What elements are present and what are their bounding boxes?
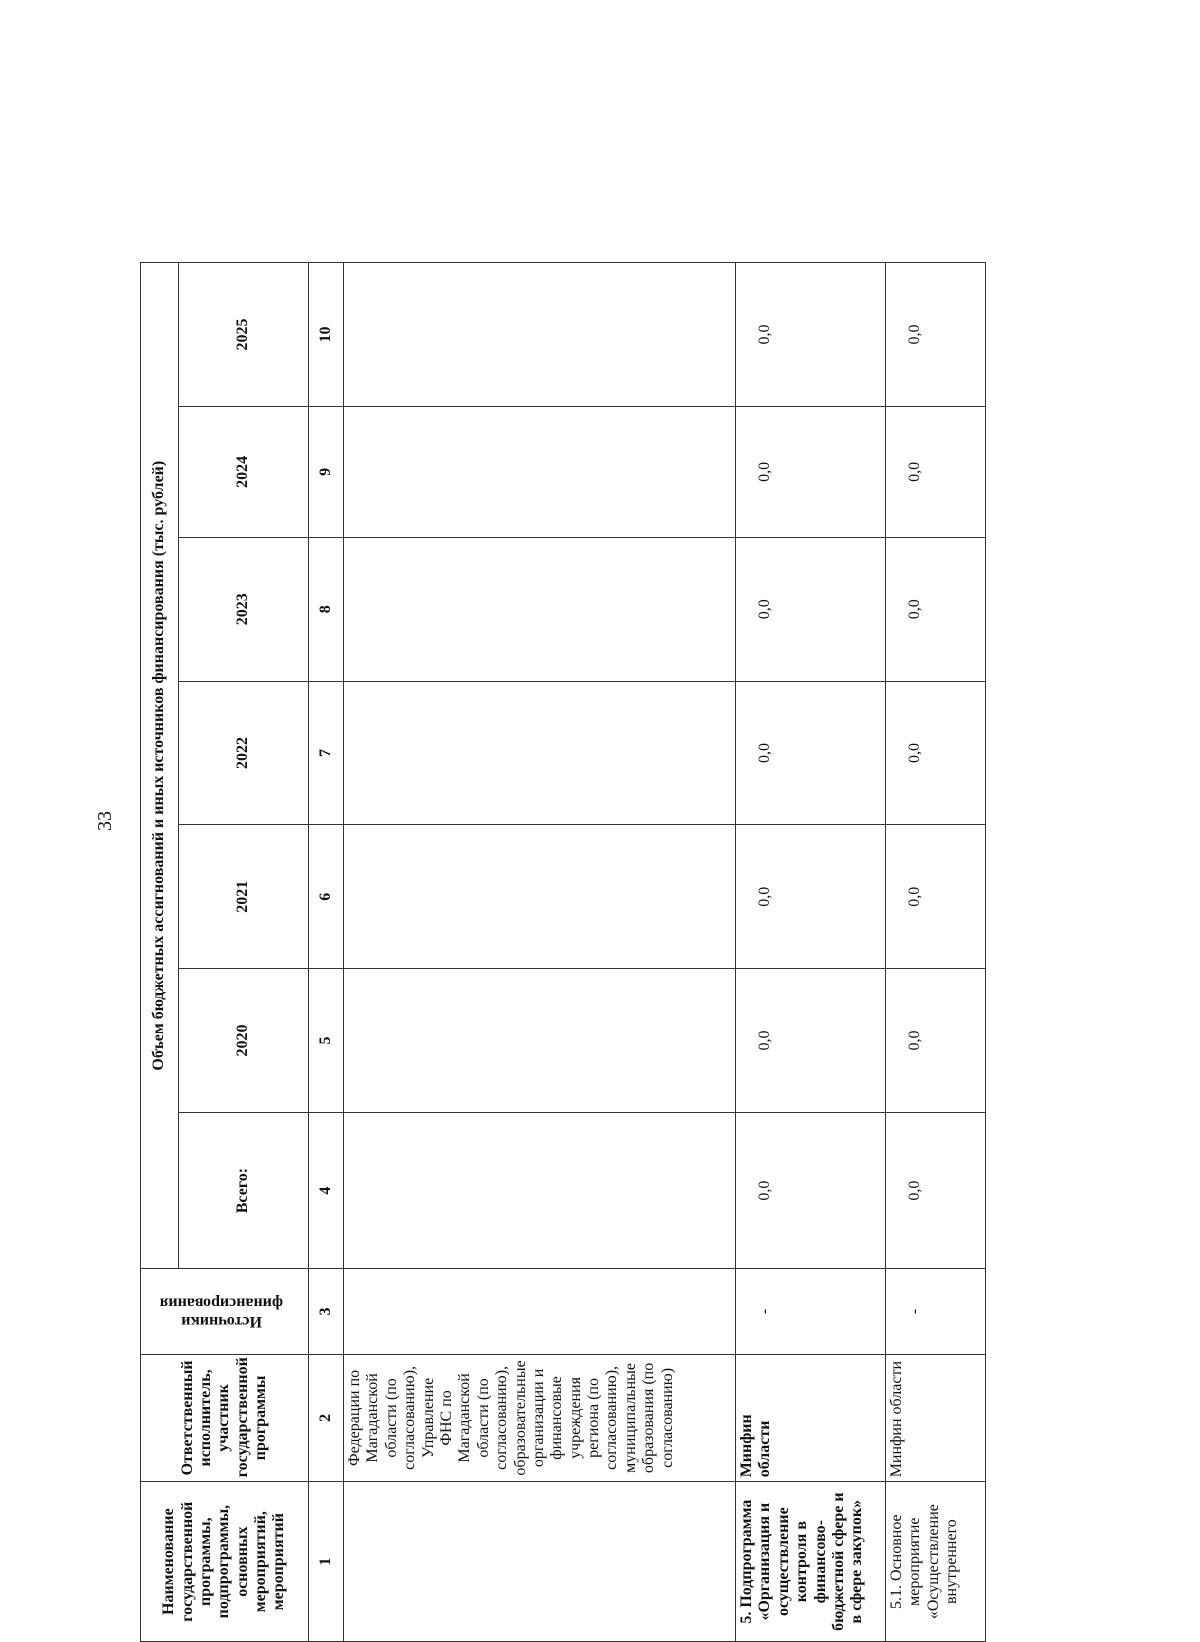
header-year-2021: 2021 — [179, 825, 309, 969]
header-source — [141, 1269, 309, 1354]
row-executor: Минфин области — [736, 1354, 886, 1482]
row-executor: Федерации по Магаданской области (по согласованию), Управление ФНС по Магаданской области (по согласованию), образовательные организации и финансовые учреждения региона (по согласованию), муниципальные образования (по согласованию) — [344, 1354, 736, 1482]
row-source — [344, 1269, 736, 1354]
row-value: 0,0 — [736, 263, 886, 407]
header-year-total: Всего: — [179, 1112, 309, 1269]
row-value — [344, 537, 736, 681]
header-name: Наименование государственной программы, подпрограммы, основных мероприятий, мероприятий — [141, 1482, 309, 1642]
header-year-2024: 2024 — [179, 406, 309, 537]
row-name — [344, 1482, 736, 1642]
table-row — [886, 263, 986, 1642]
header-source-label: Источники финансирования — [160, 1294, 284, 1330]
row-value: 0,0 — [736, 537, 886, 681]
row-value: 0,0 — [886, 537, 986, 681]
header-year-2023: 2023 — [179, 537, 309, 681]
column-number: 8 — [309, 537, 344, 681]
row-value: 0,0 — [736, 825, 886, 969]
row-value: 0,0 — [886, 263, 986, 407]
column-number: 4 — [309, 1112, 344, 1269]
column-numbers-row — [309, 263, 344, 1642]
row-value: 0,0 — [886, 969, 986, 1113]
row-value: 0,0 — [886, 681, 986, 825]
column-number: 6 — [309, 825, 344, 969]
rotated-table-container — [140, 262, 1035, 1642]
row-value: 0,0 — [736, 969, 886, 1113]
column-number: 1 — [309, 1482, 344, 1642]
row-executor: Минфин области — [886, 1354, 986, 1482]
column-number: 2 — [309, 1354, 344, 1482]
table-row — [736, 263, 886, 1642]
column-number: 10 — [309, 263, 344, 407]
column-number: 7 — [309, 681, 344, 825]
row-value: 0,0 — [886, 1112, 986, 1269]
header-year-2020: 2020 — [179, 969, 309, 1113]
financing-table — [140, 262, 986, 1642]
row-value — [344, 1112, 736, 1269]
row-name: 5.1. Основное мероприятие «Осуществление внутреннего — [886, 1482, 986, 1642]
row-value: 0,0 — [886, 825, 986, 969]
row-value — [344, 406, 736, 537]
row-value — [344, 681, 736, 825]
column-number: 5 — [309, 969, 344, 1113]
header-financing-group: Объем бюджетных ассигнований и иных источников финансирования (тыс. рублей) — [141, 263, 179, 1269]
row-value: 0,0 — [736, 681, 886, 825]
column-number: 3 — [309, 1269, 344, 1354]
row-value — [344, 969, 736, 1113]
column-number: 9 — [309, 406, 344, 537]
row-value: 0,0 — [886, 406, 986, 537]
row-source: - — [886, 1269, 986, 1354]
row-value — [344, 263, 736, 407]
row-value: 0,0 — [736, 406, 886, 537]
table-row — [344, 263, 736, 1642]
page-number: 33 — [94, 811, 116, 831]
row-source: - — [736, 1269, 886, 1354]
row-value — [344, 825, 736, 969]
row-value: 0,0 — [736, 1112, 886, 1269]
header-year-2022: 2022 — [179, 681, 309, 825]
row-name: 5. Подпрограмма «Организация и осуществление контроля в финансово-бюджетной сфере и в сфере закупок» — [736, 1482, 886, 1642]
header-executor: Ответственный исполнитель, участник государственной программы — [141, 1354, 309, 1482]
header-year-2025: 2025 — [179, 263, 309, 407]
